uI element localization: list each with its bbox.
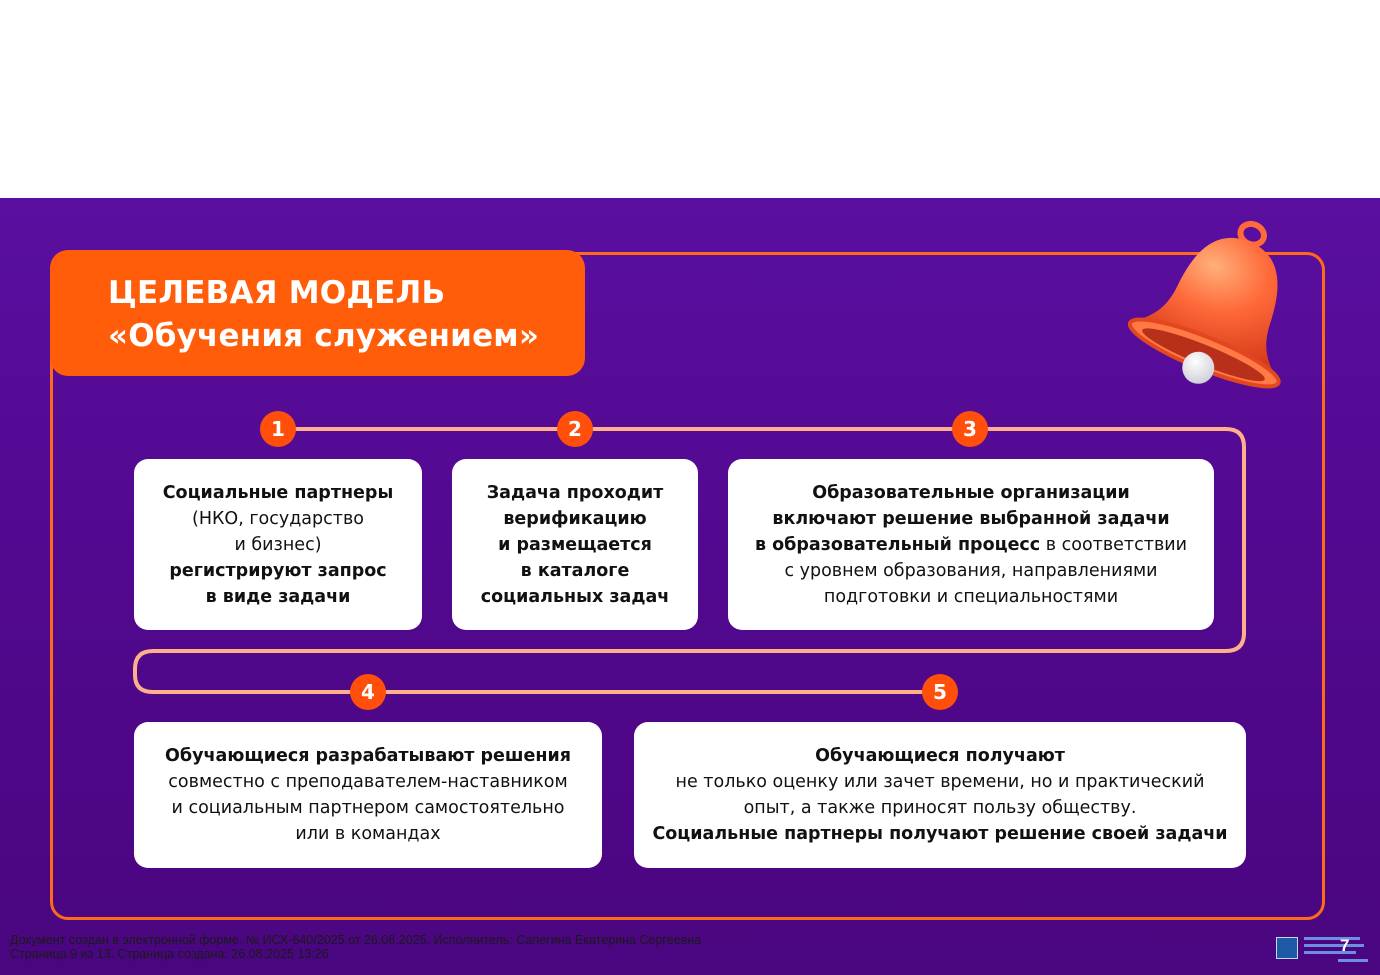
step-3-line-text: в образовательный процесс (754, 534, 1041, 555)
title-line-1: ЦЕЛЕВАЯ МОДЕЛЬ (108, 275, 446, 311)
step-5-line (652, 821, 1227, 847)
step-5-line-text: Обучающиеся получают (815, 746, 1065, 766)
title-line-2: «Обучения служением» (108, 318, 540, 354)
step-5-number: 5 (922, 674, 958, 710)
step-5-line (815, 743, 1065, 769)
step-4-number: 4 (350, 674, 386, 710)
step-1-line (206, 584, 351, 610)
step-1-line (192, 506, 364, 532)
step-2-line-text: в каталоге (520, 560, 630, 581)
step-1-line-text: и бизнес) (234, 534, 322, 555)
step-3-line-text: Образовательные организации (812, 482, 1130, 503)
step-2-card (452, 459, 698, 630)
step-3-line (772, 506, 1169, 532)
step-1-line-text: в виде задачи (205, 586, 351, 607)
step-2-line (487, 480, 664, 506)
step-1-line-text: (НКО, государство (192, 508, 364, 529)
step-3-line-text: включают решение выбранной задачи (772, 508, 1170, 529)
footer-line-2: Страница 9 из 13. Страница создана: 26.08.2025 13:26 (10, 947, 329, 961)
step-3-line-text: подготовки и специальностями (823, 586, 1119, 607)
step-3-line (755, 532, 1187, 558)
step-1-line (234, 532, 321, 558)
crest-icon (1276, 937, 1298, 959)
step-4-line-text: и социальным партнером самостоятельно (171, 798, 565, 818)
step-2-line (521, 558, 630, 584)
step-4-line (165, 743, 571, 769)
step-5-line-text: не только оценку или зачет времени, но и практический (675, 772, 1205, 792)
step-5-line-text: Социальные партнеры получают решение своей задачи (652, 824, 1228, 844)
step-3-line (812, 480, 1130, 506)
step-1-card (134, 459, 422, 630)
step-5-line (676, 769, 1205, 795)
step-2-line (498, 532, 652, 558)
step-3-line (784, 558, 1157, 584)
document-footer (10, 933, 701, 961)
step-1-line-text: Социальные партнеры (162, 482, 394, 503)
step-4-line (295, 821, 440, 847)
step-4-line-text: или в командах (295, 824, 441, 844)
step-5-card (634, 722, 1246, 868)
page-number: 7 (1340, 936, 1350, 955)
step-3-card (728, 459, 1214, 630)
step-2-number: 2 (557, 411, 593, 447)
step-2-line (481, 584, 670, 610)
step-4-line (172, 795, 565, 821)
step-4-line-text: совместно с преподавателем-наставником (168, 772, 568, 792)
step-1-number: 1 (260, 411, 296, 447)
step-1-line (163, 480, 394, 506)
step-1-line-text: регистрируют запрос (169, 560, 387, 581)
step-5-line (744, 795, 1137, 821)
step-3-number: 3 (952, 411, 988, 447)
step-2-line-text: и размещается (498, 534, 652, 555)
step-2-line-text: Задача проходит (486, 482, 664, 503)
step-4-line (168, 769, 567, 795)
step-2-line (503, 506, 646, 532)
logo-text-lines (1304, 935, 1374, 967)
bell-icon (1120, 214, 1320, 414)
step-4-line-text: Обучающиеся разрабатывают решения (165, 746, 571, 766)
step-3-line (824, 584, 1118, 610)
step-3-line-text: с уровнем образования, направлениями (784, 560, 1158, 581)
step-5-line-text: опыт, а также приносят пользу обществу. (743, 798, 1137, 818)
step-2-line-text: социальных задач (480, 586, 670, 607)
step-2-line-text: верификацию (503, 508, 647, 529)
step-3-line-rest: в соответствии (1040, 534, 1188, 555)
step-1-line (169, 558, 386, 584)
footer-line-1: Документ создан в электронной форме. № ИСХ-640/2025 от 26.08.2025. Исполнитель: Сапегина Екатерина Сергеевна (10, 933, 702, 947)
step-4-card (134, 722, 602, 868)
